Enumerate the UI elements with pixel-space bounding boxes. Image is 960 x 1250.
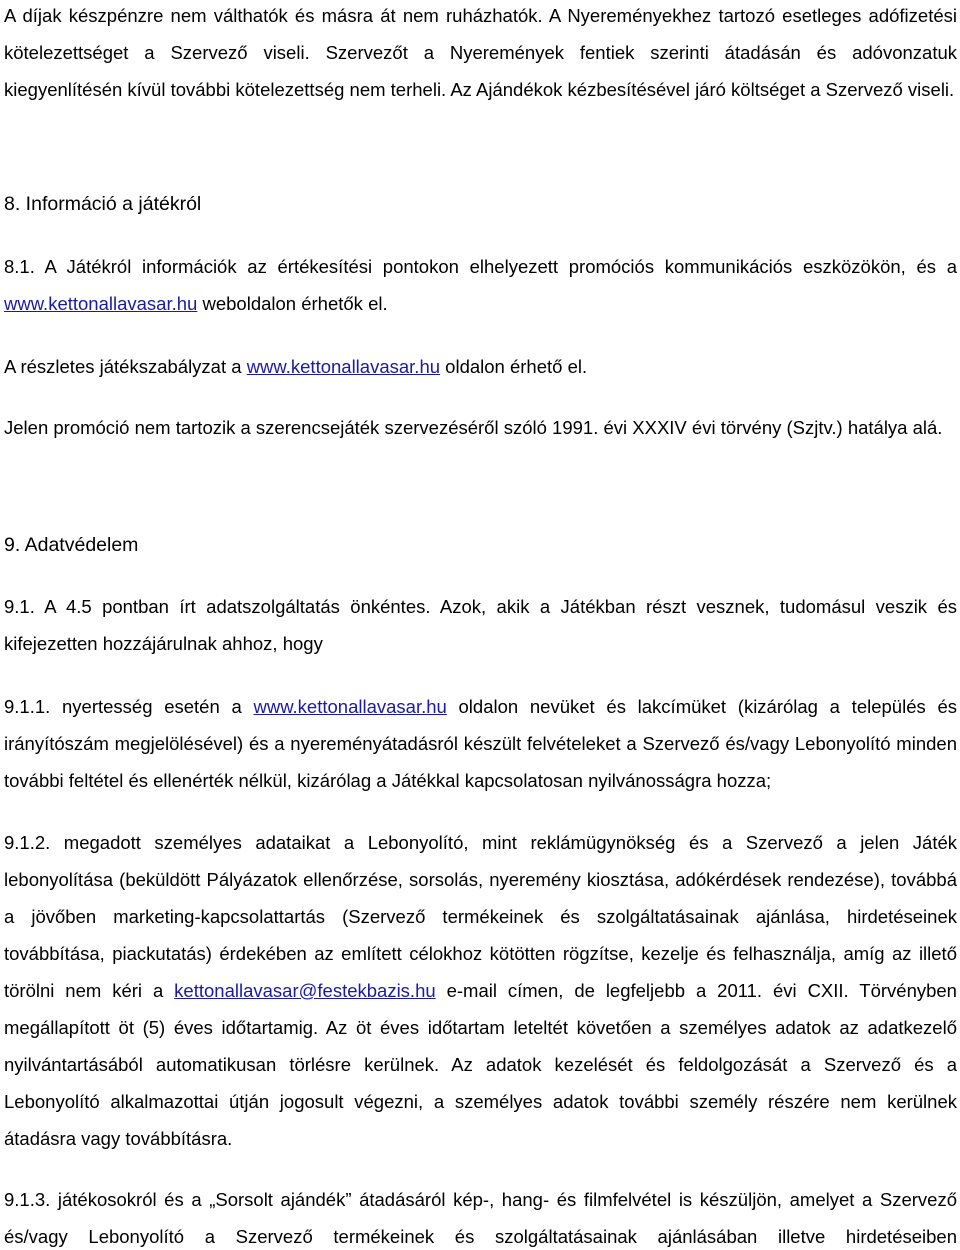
paragraph-9-1-2-text-before: 9.1.2. megadott személyes adataikat a Lebonyolító, mint reklámügynökség és a Szervező a jelen Játék lebonyolítása (beküldött Pályázatok ellenőrzése, sorsolás, nyeremény kiosztása, adókérdések rendezése), továbbá a jövőben marketing-kapcsolattartás (Szervező termékeinek és szolgáltatásainak ajánlása, hirdetéseinek továbbítása, piackutatás) érdekében az említett célokhoz kötötten rögzítse, kezelje és felhasználja, amíg az illető törölni nem kéri a — [4, 832, 957, 1001]
section-9-heading: 9. Adatvédelem — [4, 534, 139, 556]
paragraph-8-1 — [4, 248, 957, 322]
intro-paragraph: A díjak készpénzre nem válthatók és másra át nem ruházhatók. A Nyereményekhez tartozó esetleges adófizetési kötelezettséget a Szervező viseli. Szervezőt a Nyeremények fentiek szerinti átadásán és adóvonzatuk kiegyenlítésén kívül további kötelezettség nem terheli. Az Ajándékok kézbesítésével járó költséget a Szervező viseli. — [4, 5, 957, 100]
section-8-heading: 8. Információ a játékról — [4, 193, 202, 215]
paragraph-8-1-text-after: weboldalon érhetők el. — [197, 293, 388, 314]
paragraph-9-1-1-text-before: 9.1.1. nyertesség esetén a — [4, 696, 254, 717]
paragraph-9-1-2 — [4, 824, 957, 1157]
rules-paragraph — [4, 348, 957, 385]
winners-website-link[interactable]: www.kettonallavasar.hu — [253, 696, 447, 717]
paragraph-9-1-3: 9.1.3. játékosokról és a „Sorsolt ajándék” átadásáról kép-, hang- és filmfelvétel is készüljön, amelyet a Szervező és/vagy Lebonyolító a Szervező termékeinek és szolgáltatásainak ajánlásában illetve hirdetéseiben — [4, 1189, 957, 1247]
szjtv-paragraph: Jelen promóció nem tartozik a szerencsejáték szervezéséről szóló 1991. évi XXXIV évi törvény (Szjtv.) hatálya alá. — [4, 417, 943, 438]
paragraph-9-1-2-text-after: e-mail címen, de legfeljebb a 2011. évi CXII. Törvényben megállapított öt (5) éves időtartamig. Az öt éves időtartam leteltét követően a személyes adatok az adatkezelő nyilvántartásából automatikusan törlésre kerülnek. Az adatok kezelését és feldolgozását a Szervező és a Lebonyolító alkalmazottai útján jogosult végezni, a személyes adatok további személy részére nem kerülnek átadásra vagy továbbításra. — [4, 980, 957, 1149]
website-link[interactable]: www.kettonallavasar.hu — [4, 293, 198, 314]
rules-text-before: A részletes játékszabályzat a — [4, 356, 247, 377]
paragraph-9-1-1-text-after: oldalon nevüket és lakcímüket (kizárólag a település és irányítószám megjelölésével) és a nyereményátadásról készült felvételeket a Szervező és/vagy Lebonyolító minden további feltétel és ellenérték nélkül, kizárólag a Játékkal kapcsolatosan nyilvánosságra hozza; — [4, 696, 957, 791]
rules-text-after: oldalon érhető el. — [440, 356, 588, 377]
email-link[interactable]: kettonallavasar@festekbazis.hu — [174, 980, 436, 1001]
paragraph-9-1-1 — [4, 688, 957, 799]
paragraph-9-1: 9.1. A 4.5 pontban írt adatszolgáltatás önkéntes. Azok, akik a Játékban részt vesznek, tudomásul veszik és kifejezetten hozzájárulnak ahhoz, hogy — [4, 596, 957, 654]
rules-website-link[interactable]: www.kettonallavasar.hu — [246, 356, 441, 377]
paragraph-8-1-text-before: 8.1. A Játékról információk az értékesítési pontokon elhelyezett promóciós kommunikációs eszközökön, és a — [4, 256, 957, 277]
